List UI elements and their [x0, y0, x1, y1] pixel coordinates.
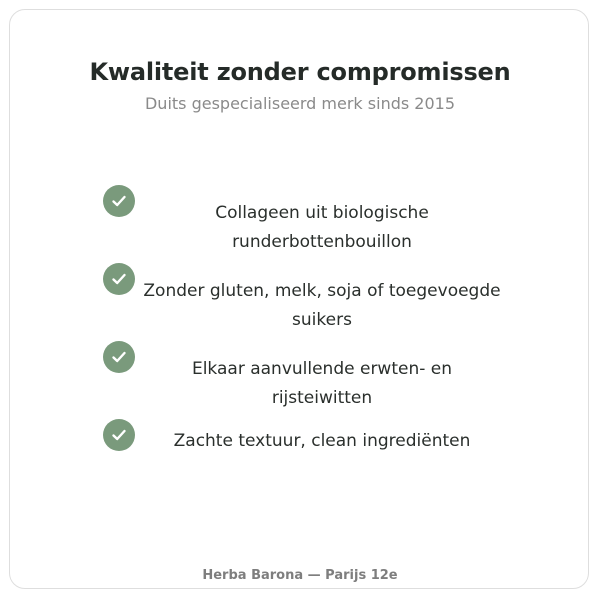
list-item: [103, 263, 503, 335]
feature-text: Zachte textuur, clean ingrediënten: [173, 431, 471, 451]
feature-card: [9, 9, 589, 589]
feature-text: Zonder gluten, melk, soja of toegevoegde suikers: [143, 281, 501, 330]
list-item: [103, 419, 503, 456]
page-title: Kwaliteit zonder compromissen: [89, 58, 511, 86]
footer-text: Herba Barona — Parijs 12e: [202, 568, 398, 583]
check-circle-icon: [103, 185, 135, 217]
feature-list: [103, 185, 503, 462]
list-item: [103, 185, 503, 257]
feature-text: Collageen uit biologische runderbottenbouillon: [215, 203, 429, 252]
feature-text: Elkaar aanvullende erwten- en rijsteiwitten: [191, 359, 453, 408]
check-circle-icon: [103, 263, 135, 295]
page-subtitle: Duits gespecialiseerd merk sinds 2015: [144, 94, 455, 113]
check-circle-icon: [103, 341, 135, 373]
check-circle-icon: [103, 419, 135, 451]
list-item: [103, 341, 503, 413]
